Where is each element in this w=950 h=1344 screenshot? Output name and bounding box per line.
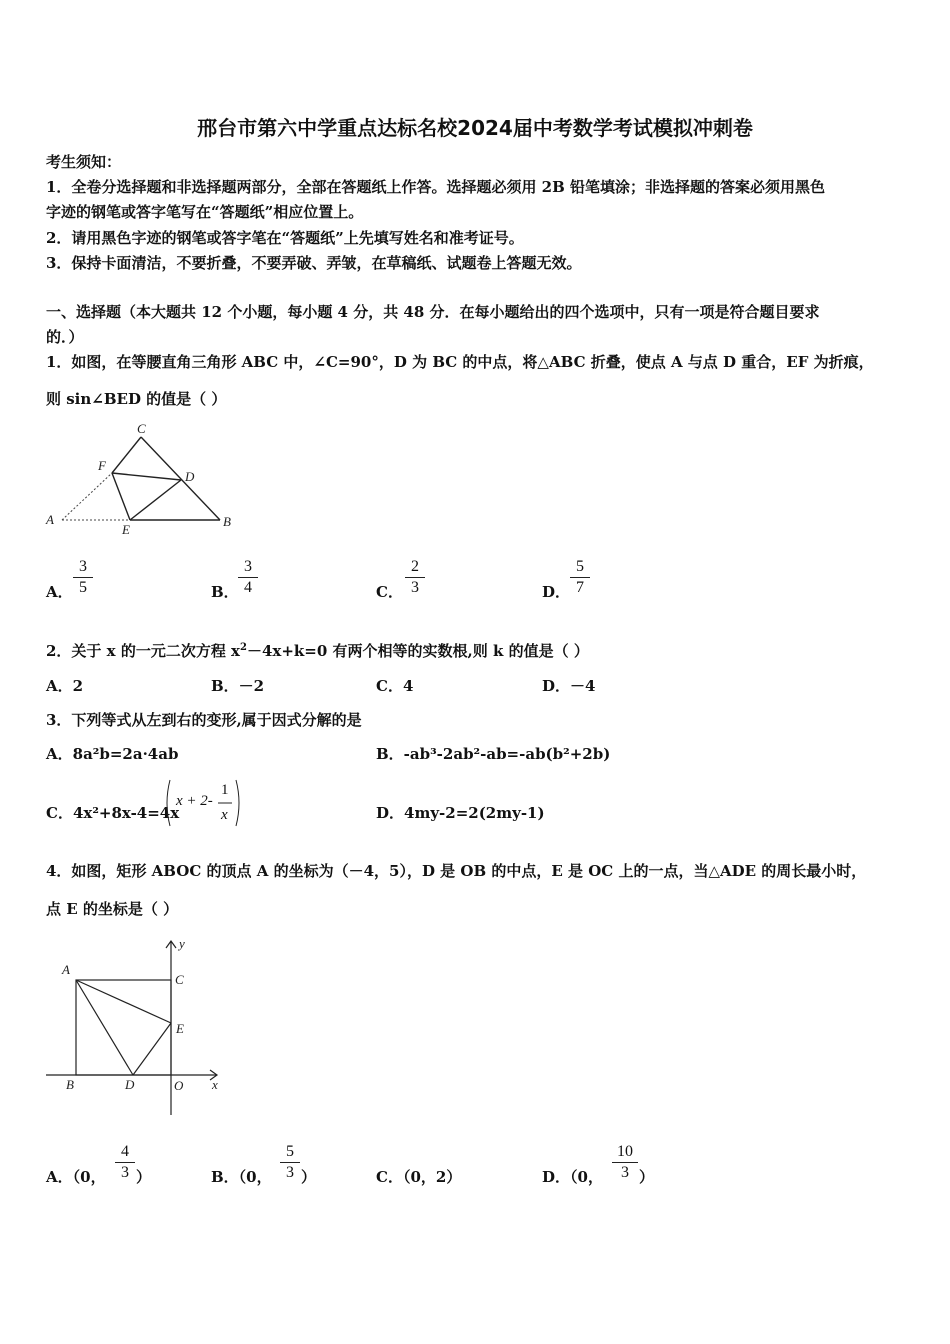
q1-option-c-label[interactable]: C． [376, 583, 403, 601]
q4-option-d-fraction [610, 1143, 640, 1182]
q1-option-d-den: 7 [576, 579, 584, 596]
notice-item-2: 2．请用黑色字迹的钢笔或答字笔在“答题纸”上先填写姓名和准考证号。 [46, 229, 524, 247]
page-title: 邢台市第六中学重点达标名校2024届中考数学考试模拟冲刺卷 [197, 116, 753, 140]
notice-item-3: 3．保持卡面清洁，不要折叠，不要弄破、弄皱，在草稿纸、试题卷上答题无效。 [46, 254, 582, 272]
q1-stem-2: 则 sin∠BED 的值是（ ） [46, 390, 227, 408]
q1-label-e: E [122, 522, 130, 537]
q2-option-c[interactable]: C．4 [376, 677, 414, 695]
section-heading-1: 一、选择题（本大题共 12 个小题，每小题 4 分，共 48 分．在每小题给出的四个选项中，只有一项是符合题目要求 [46, 303, 820, 321]
q4-option-b-label[interactable]: B．（0， [211, 1168, 272, 1186]
q4-option-a-fraction [113, 1143, 137, 1182]
q3-option-d[interactable]: D．4my-2=2(2my-1) [376, 804, 545, 822]
q3-option-b[interactable]: B．-ab³-2ab²-ab=-ab(b²+2b) [376, 745, 611, 763]
q4-label-y: y [179, 936, 185, 951]
q4-label-o: O [174, 1078, 184, 1093]
q4-option-a-num: 4 [121, 1143, 129, 1160]
q4-coordinate-figure [40, 935, 230, 1120]
q3-option-c-label[interactable]: C．4x²+8x-4=4x [46, 804, 180, 822]
q2-stem [46, 640, 908, 662]
q3-option-a[interactable]: A．8a²b=2a·4ab [46, 745, 179, 763]
q1-option-a-fraction [71, 558, 95, 597]
q1-option-a-den: 5 [79, 579, 87, 596]
q3-option-c-inner: x + 2- [176, 793, 213, 809]
q1-option-a-label[interactable]: A． [46, 583, 73, 601]
q2-stem-sup: 2 [240, 642, 247, 653]
q1-label-f: F [98, 458, 106, 473]
q1-option-b-den: 4 [244, 579, 252, 596]
q4-label-e: E [176, 1021, 184, 1036]
section-heading-2: 的．） [46, 328, 84, 346]
notice-item-1b: 字迹的钢笔或答字笔写在“答题纸”相应位置上。 [46, 203, 364, 221]
q1-option-b-fraction [236, 558, 260, 597]
q1-option-c-fraction [403, 558, 427, 597]
q4-option-a-close: ） [136, 1168, 152, 1186]
q4-option-a-den: 3 [121, 1164, 129, 1181]
q1-label-d: D [185, 469, 195, 484]
q4-option-d-label[interactable]: D．（0， [542, 1168, 603, 1186]
q4-option-d-close: ） [639, 1168, 655, 1186]
q1-option-d-fraction [568, 558, 592, 597]
q2-stem-b: －4x+k=0 有两个相等的实数根,则 k 的值是（ ） [246, 642, 589, 660]
q4-label-d: D [125, 1077, 135, 1092]
notice-item-1a: 1．全卷分选择题和非选择题两部分，全部在答题纸上作答。选择题必须用 2B 铅笔填涂；非选择题的答案必须用黑色 [46, 178, 826, 196]
q3-stem: 3．下列等式从左到右的变形,属于因式分解的是 [46, 711, 362, 729]
q1-option-b-label[interactable]: B． [211, 583, 239, 601]
q3-option-c-num: 1 [221, 782, 229, 798]
q4-option-a-label[interactable]: A．（0， [46, 1168, 106, 1186]
q1-label-a: A [46, 512, 54, 527]
q4-stem-1: 4．如图，矩形 ABOC 的顶点 A 的坐标为（－4，5），D 是 OB 的中点，E 是 OC 上的一点，当△ADE 的周长最小时， [46, 862, 867, 880]
q1-stem-1: 1．如图，在等腰直角三角形 ABC 中，∠C=90°，D 为 BC 的中点，将△ABC 折叠，使点 A 与点 D 重合，EF 为折痕， [46, 353, 874, 371]
q2-option-d[interactable]: D．－4 [542, 677, 596, 695]
q2-stem-a: 2．关于 x 的一元二次方程 x [46, 642, 240, 660]
q4-label-b: B [66, 1077, 74, 1092]
q4-option-d-num: 10 [617, 1143, 633, 1160]
q1-option-d-label[interactable]: D． [542, 583, 571, 601]
q4-option-b-close: ） [301, 1168, 317, 1186]
q1-label-b: B [223, 514, 231, 529]
notice-heading: 考生须知： [46, 153, 122, 171]
q4-option-b-den: 3 [286, 1164, 294, 1181]
q4-option-d-den: 3 [621, 1164, 629, 1181]
q4-option-b-fraction [278, 1143, 302, 1182]
q1-option-a-num: 3 [79, 558, 87, 575]
q1-option-c-num: 2 [411, 558, 419, 575]
q4-option-c-label[interactable]: C．（0，2） [376, 1168, 462, 1186]
q1-option-c-den: 3 [411, 579, 419, 596]
q1-option-d-num: 5 [576, 558, 584, 575]
q4-label-a: A [62, 962, 70, 977]
q1-option-b-num: 3 [244, 558, 252, 575]
q4-label-c: C [175, 972, 184, 987]
q4-option-b-num: 5 [286, 1143, 294, 1160]
q2-option-b[interactable]: B．－2 [211, 677, 265, 695]
q1-label-c: C [137, 421, 146, 436]
q3-option-c-den: x [221, 807, 228, 823]
q4-label-x: x [212, 1077, 218, 1092]
q1-triangle-figure [40, 420, 240, 540]
q2-option-a[interactable]: A．2 [46, 677, 84, 695]
q4-stem-2: 点 E 的坐标是（ ） [46, 900, 179, 918]
